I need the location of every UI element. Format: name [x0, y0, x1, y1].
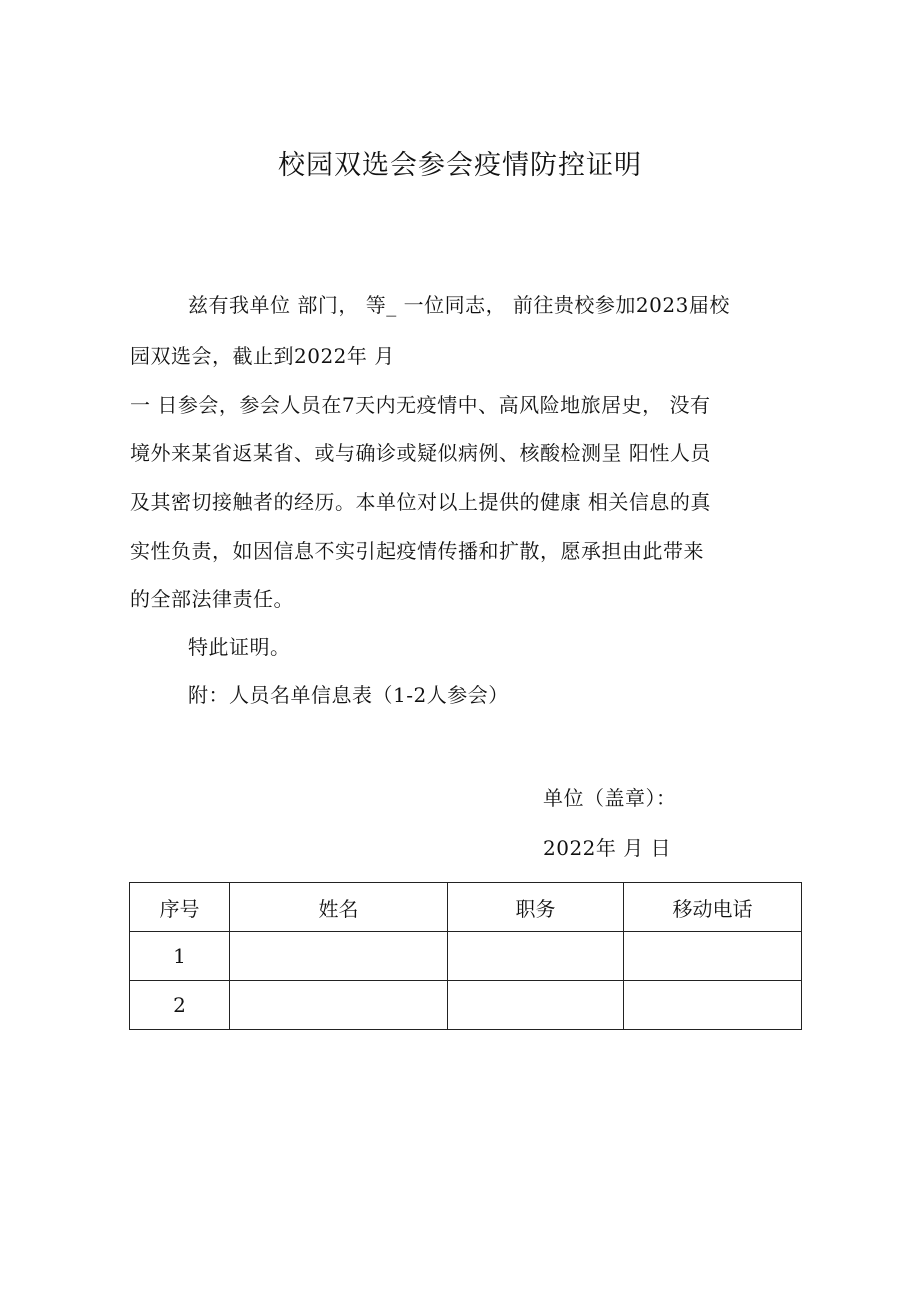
- cell-position[interactable]: [448, 981, 624, 1030]
- document-title: 校园双选会参会疫情防控证明: [278, 150, 642, 181]
- cell-mobile[interactable]: [624, 932, 802, 981]
- paragraph-line-3: 一 日参会，参会人员在7天内无疫情中、高风险地旅居史， 没有: [130, 393, 711, 417]
- paragraph-line-7: 的全部法律责任。: [130, 587, 294, 611]
- header-index: 序号: [130, 883, 230, 932]
- unit-seal-label: 单位（盖章）：: [543, 786, 677, 810]
- table-row: [130, 932, 802, 981]
- paragraph-line-5: 及其密切接触者的经历。本单位对以上提供的健康 相关信息的真: [130, 490, 711, 514]
- table-header-row: [130, 883, 802, 932]
- paragraph-line-4: 境外来某省返某省、或与确诊或疑似病例、核酸检测呈 阳性人员: [130, 441, 711, 465]
- cell-name[interactable]: [230, 981, 448, 1030]
- personnel-table: [129, 882, 801, 1030]
- certify-text: 特此证明。: [188, 635, 291, 659]
- paragraph-line-6: 实性负责，如因信息不实引起疫情传播和扩散，愿承担由此带来: [130, 539, 704, 563]
- cell-index: 1: [130, 932, 230, 981]
- cell-index: 2: [130, 981, 230, 1030]
- header-mobile: 移动电话: [624, 883, 802, 932]
- table-row: [130, 981, 802, 1030]
- date-line: 2022年 月 日: [543, 836, 672, 860]
- header-name: 姓名: [230, 883, 448, 932]
- cell-position[interactable]: [448, 932, 624, 981]
- header-position: 职务: [448, 883, 624, 932]
- cell-name[interactable]: [230, 932, 448, 981]
- paragraph-line-2: 园双选会，截止到2022年 月: [130, 344, 395, 368]
- paragraph-line-1: 兹有我单位 部门， 等_ 一位同志， 前往贵校参加2023届校: [188, 293, 730, 317]
- cell-mobile[interactable]: [624, 981, 802, 1030]
- attachment-note: 附：人员名单信息表（1-2人参会）: [188, 683, 509, 707]
